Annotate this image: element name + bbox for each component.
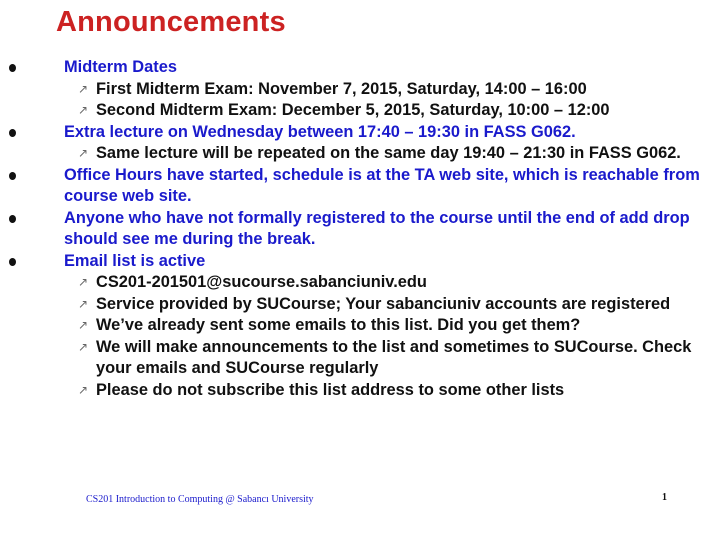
bullet-email-list bbox=[0, 251, 720, 273]
sub-bullet bbox=[0, 380, 720, 402]
sub-bullet bbox=[0, 100, 720, 122]
sub-bullet bbox=[0, 315, 720, 337]
bullet-office-hours bbox=[0, 165, 720, 208]
sub-bullet-text: We will make announcements to the list and sometimes to SUCourse. Check your emails and SUCourse regularly bbox=[96, 337, 692, 377]
sub-bullet-text: Same lecture will be repeated on the same day 19:40 – 21:30 in FASS G062. bbox=[96, 144, 681, 162]
bullet-midterm bbox=[0, 57, 720, 79]
bullet-text: Extra lecture on Wednesday between 17:40 – 19:30 in FASS G062. bbox=[64, 122, 576, 141]
bullet-text: Email list is active bbox=[64, 251, 206, 270]
sub-bullet bbox=[0, 79, 720, 101]
sub-bullet-text: Please do not subscribe this list address to some other lists bbox=[96, 380, 565, 399]
arrow-bullet-icon: ↗ bbox=[78, 382, 89, 397]
bullet-text: Anyone who have not formally registered to the course until the end of add drop should see me during the break. bbox=[64, 208, 690, 248]
arrow-bullet-icon: ↗ bbox=[78, 318, 89, 332]
sub-bullet bbox=[0, 272, 720, 294]
bullet-dot-icon bbox=[9, 64, 16, 72]
arrow-bullet-icon: ↗ bbox=[78, 103, 89, 117]
bullet-text: Midterm Dates bbox=[64, 58, 177, 76]
sub-bullet-text: Second Midterm Exam: December 5, 2015, Saturday, 10:00 – 12:00 bbox=[96, 101, 610, 119]
sub-bullet-text: Service provided by SUCourse; Your sabanciuniv accounts are registered bbox=[96, 294, 671, 313]
sub-bullet bbox=[0, 294, 720, 316]
slide-title: Announcements bbox=[56, 6, 286, 38]
arrow-bullet-icon: ↗ bbox=[78, 339, 89, 354]
bullet-extra-lecture bbox=[0, 122, 720, 144]
sub-bullet-text: CS201-201501@sucourse.sabanciuniv.edu bbox=[96, 273, 427, 291]
bullet-list bbox=[0, 57, 720, 401]
arrow-bullet-icon: ↗ bbox=[78, 81, 89, 96]
bullet-dot-icon bbox=[9, 215, 16, 223]
bullet-registration bbox=[0, 208, 720, 251]
bullet-dot-icon bbox=[9, 172, 16, 180]
bullet-dot-icon bbox=[9, 129, 16, 137]
sub-bullet-text: First Midterm Exam: November 7, 2015, Saturday, 14:00 – 16:00 bbox=[96, 79, 587, 98]
footer-course-name: CS201 Introduction to Computing @ Sabancı University bbox=[86, 494, 314, 505]
arrow-bullet-icon: ↗ bbox=[78, 296, 89, 311]
bullet-dot-icon bbox=[9, 258, 16, 266]
sub-bullet bbox=[0, 143, 720, 165]
sub-bullet bbox=[0, 337, 720, 380]
page-number: 1 bbox=[662, 492, 667, 503]
arrow-bullet-icon: ↗ bbox=[78, 146, 89, 160]
sub-bullet-text: We’ve already sent some emails to this list. Did you get them? bbox=[96, 316, 581, 334]
arrow-bullet-icon: ↗ bbox=[78, 275, 89, 289]
bullet-text: Office Hours have started, schedule is at the TA web site, which is reachable from course web site. bbox=[64, 165, 700, 205]
